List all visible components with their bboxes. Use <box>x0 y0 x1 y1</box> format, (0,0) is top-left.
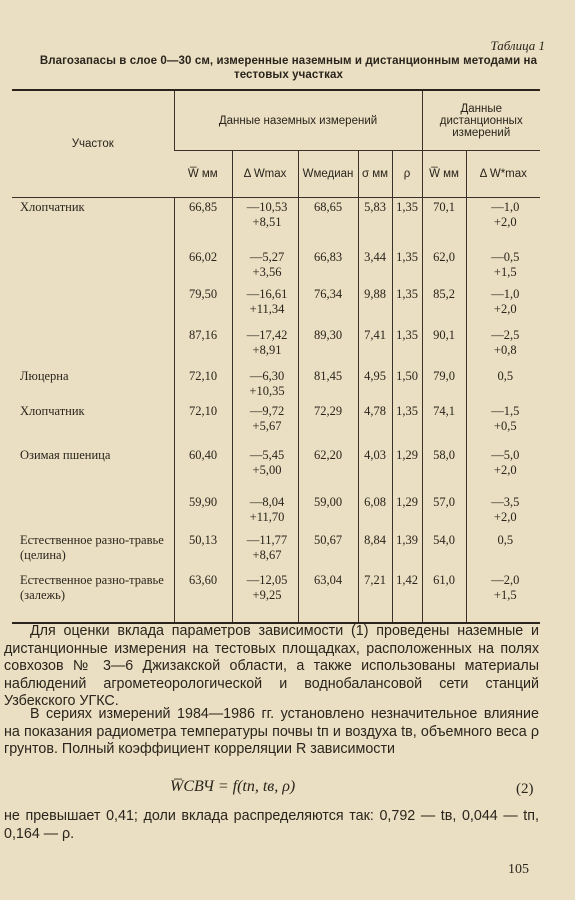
dw-remote-value: +2,0 <box>493 462 517 477</box>
header-sigma: σ мм <box>358 151 392 198</box>
dw-value: —5,45 <box>249 447 285 462</box>
site-cell: Хлопчатник <box>20 403 85 418</box>
table-label: Таблица 1 <box>490 38 545 53</box>
dw-value: —17,42 <box>246 327 288 342</box>
w-mean-cell: 87,16 <box>174 326 232 367</box>
w-mean-remote-cell: 79,0 <box>422 367 466 402</box>
dw-max-cell <box>232 248 298 285</box>
w-mean-cell: 60,40 <box>174 446 232 493</box>
dw-value: +9,25 <box>252 587 282 602</box>
w-median-cell: 76,34 <box>298 285 358 326</box>
rho-cell: 1,35 <box>392 285 422 326</box>
header-dw-max-remote: Δ W*max <box>466 151 540 198</box>
w-mean-remote-cell: 62,0 <box>422 248 466 285</box>
paragraph-2: В сериях измерений 1984—1986 гг. установлено незначительное влияние на показания радиометра температуры почвы tп и воздуха tв, объемного веса ρ грунтов. Полный коэффициент корреляции R зависимости <box>4 706 539 757</box>
dw-remote-value: —1,0 <box>491 286 520 301</box>
page-number: 105 <box>508 862 529 877</box>
dw-value: —10,53 <box>246 200 288 214</box>
w-mean-remote-cell: 70,1 <box>422 198 466 248</box>
site-cell <box>12 326 174 367</box>
dw-max-remote-cell <box>466 326 540 367</box>
dw-max-remote-cell <box>466 446 540 493</box>
dw-remote-value: +2,0 <box>493 215 517 229</box>
site-cell: Люцерна <box>20 368 69 383</box>
dw-max-remote-cell <box>466 531 540 571</box>
dw-value: +5,67 <box>252 418 282 433</box>
dw-remote-value: +0,8 <box>493 342 517 357</box>
w-mean-cell: 72,10 <box>174 402 232 446</box>
sigma-cell: 4,03 <box>358 446 392 493</box>
rho-cell: 1,50 <box>392 367 422 402</box>
header-rho: ρ <box>392 151 422 198</box>
dw-max-cell <box>232 446 298 493</box>
w-median-cell: 50,67 <box>298 531 358 571</box>
paragraph-1: Для оценки вклада параметров зависимости (1) проведены наземные и дистанционные измерения на тестовых площадках, расположенных на полях совхозов № 3—6 Джизакской области, а также использованы материалы наблюдений агрометеорологической и воднобалансовой сети станций Узбекского УГКС. <box>4 623 539 709</box>
table-row <box>12 531 540 571</box>
dw-max-cell <box>232 571 298 623</box>
header-w-mean-remote: W̅ мм <box>422 151 466 198</box>
dw-max-remote-cell <box>466 367 540 402</box>
dw-value: +11,70 <box>249 509 285 524</box>
rho-cell: 1,29 <box>392 493 422 531</box>
table-row <box>12 198 540 248</box>
table-row <box>12 248 540 285</box>
w-mean-remote-cell: 54,0 <box>422 531 466 571</box>
formula-2: W̅СВЧ = f(tп, tв, ρ) <box>170 778 296 795</box>
rho-cell: 1,42 <box>392 571 422 623</box>
site-cell: Озимая пшеница <box>20 447 111 462</box>
dw-value: +8,67 <box>252 547 282 562</box>
w-median-cell: 59,00 <box>298 493 358 531</box>
table-row <box>12 493 540 531</box>
w-mean-cell: 72,10 <box>174 367 232 402</box>
site-cell <box>12 248 174 285</box>
dw-remote-value: +2,0 <box>493 509 517 524</box>
dw-value: +11,34 <box>249 301 285 316</box>
table-body <box>12 198 540 623</box>
dw-value: —5,27 <box>249 249 285 264</box>
dw-max-cell <box>232 531 298 571</box>
table-row <box>12 402 540 446</box>
rho-cell: 1,35 <box>392 402 422 446</box>
sigma-cell: 4,95 <box>358 367 392 402</box>
w-mean-remote-cell: 90,1 <box>422 326 466 367</box>
rho-cell: 1,35 <box>392 198 422 248</box>
header-ground-group: Данные наземных измерений <box>174 90 422 151</box>
dw-remote-value: +1,5 <box>493 264 517 279</box>
w-mean-cell: 66,85 <box>174 198 232 248</box>
table-row <box>12 285 540 326</box>
dw-value: +3,56 <box>252 264 282 279</box>
w-mean-cell: 50,13 <box>174 531 232 571</box>
w-mean-cell: 66,02 <box>174 248 232 285</box>
dw-value: —11,77 <box>246 532 288 547</box>
sigma-cell: 6,08 <box>358 493 392 531</box>
dw-value: +10,35 <box>249 383 285 398</box>
dw-value: —16,61 <box>246 286 288 301</box>
w-median-cell: 72,29 <box>298 402 358 446</box>
header-w-median: Wмедиан <box>298 151 358 198</box>
site-cell <box>12 493 174 531</box>
header-w-mean: W̅ мм <box>174 151 232 198</box>
w-mean-remote-cell: 61,0 <box>422 571 466 623</box>
rho-cell: 1,39 <box>392 531 422 571</box>
dw-value: —12,05 <box>246 572 288 587</box>
w-median-cell: 68,65 <box>298 198 358 248</box>
dw-max-cell <box>232 367 298 402</box>
dw-remote-value: 0,5 <box>497 532 514 547</box>
dw-remote-value: —0,5 <box>491 249 520 264</box>
dw-max-cell <box>232 198 298 248</box>
dw-remote-value: 0,5 <box>497 368 514 383</box>
table-row <box>12 326 540 367</box>
w-median-cell: 81,45 <box>298 367 358 402</box>
w-median-cell: 66,83 <box>298 248 358 285</box>
dw-max-remote-cell <box>466 571 540 623</box>
sigma-cell: 7,21 <box>358 571 392 623</box>
dw-max-remote-cell <box>466 402 540 446</box>
sigma-cell: 7,41 <box>358 326 392 367</box>
dw-remote-value: —1,5 <box>491 403 520 418</box>
formula-number: (2) <box>516 781 534 797</box>
dw-max-remote-cell <box>466 248 540 285</box>
dw-value: —6,30 <box>249 368 285 383</box>
dw-remote-value: +1,5 <box>493 587 517 602</box>
dw-remote-value: —3,5 <box>491 494 520 509</box>
table-row <box>12 571 540 623</box>
rho-cell: 1,35 <box>392 248 422 285</box>
dw-value: +8,91 <box>252 342 282 357</box>
dw-max-cell <box>232 285 298 326</box>
w-mean-remote-cell: 85,2 <box>422 285 466 326</box>
site-cell: Естественное разно-травье (залежь) <box>12 571 174 623</box>
site-cell <box>12 285 174 326</box>
sigma-cell: 4,78 <box>358 402 392 446</box>
sigma-cell: 9,88 <box>358 285 392 326</box>
w-median-cell: 62,20 <box>298 446 358 493</box>
sigma-cell: 3,44 <box>358 248 392 285</box>
w-mean-remote-cell: 58,0 <box>422 446 466 493</box>
site-cell: Хлопчатник <box>20 200 85 214</box>
header-dw-max: Δ Wmax <box>232 151 298 198</box>
header-site: Участок <box>12 90 174 198</box>
dw-value: +8,51 <box>252 215 282 229</box>
table-caption: Влагозапасы в слое 0—30 см, измеренные наземным и дистанционным методами на тестовых участках <box>39 55 538 81</box>
dw-value: +5,00 <box>252 462 282 477</box>
w-mean-cell: 63,60 <box>174 571 232 623</box>
rho-cell: 1,29 <box>392 446 422 493</box>
dw-remote-value: —1,0 <box>491 200 520 214</box>
dw-value: —9,72 <box>249 403 285 418</box>
table-row <box>12 446 540 493</box>
w-mean-remote-cell: 74,1 <box>422 402 466 446</box>
rho-cell: 1,35 <box>392 326 422 367</box>
dw-max-remote-cell <box>466 198 540 248</box>
dw-max-remote-cell <box>466 493 540 531</box>
w-mean-remote-cell: 57,0 <box>422 493 466 531</box>
w-mean-cell: 59,90 <box>174 493 232 531</box>
dw-max-cell <box>232 402 298 446</box>
w-median-cell: 63,04 <box>298 571 358 623</box>
table-row <box>12 367 540 402</box>
paragraph-3: не превышает 0,41; доли вклада распределяются так: 0,792 — tв, 0,044 — tп, 0,164 — ρ. <box>4 808 539 842</box>
dw-remote-value: —5,0 <box>491 447 520 462</box>
sigma-cell: 8,84 <box>358 531 392 571</box>
w-median-cell: 89,30 <box>298 326 358 367</box>
dw-remote-value: +2,0 <box>493 301 517 316</box>
sigma-cell: 5,83 <box>358 198 392 248</box>
site-cell: Естественное разно-травье (целина) <box>20 532 164 562</box>
data-table <box>12 89 540 624</box>
dw-remote-value: —2,5 <box>491 327 520 342</box>
dw-max-cell <box>232 493 298 531</box>
dw-max-cell <box>232 326 298 367</box>
dw-remote-value: +0,5 <box>493 418 517 433</box>
dw-remote-value: —2,0 <box>491 572 520 587</box>
dw-value: —8,04 <box>249 494 285 509</box>
header-remote-group: Данные дистанционных измерений <box>422 90 540 151</box>
w-mean-cell: 79,50 <box>174 285 232 326</box>
dw-max-remote-cell <box>466 285 540 326</box>
